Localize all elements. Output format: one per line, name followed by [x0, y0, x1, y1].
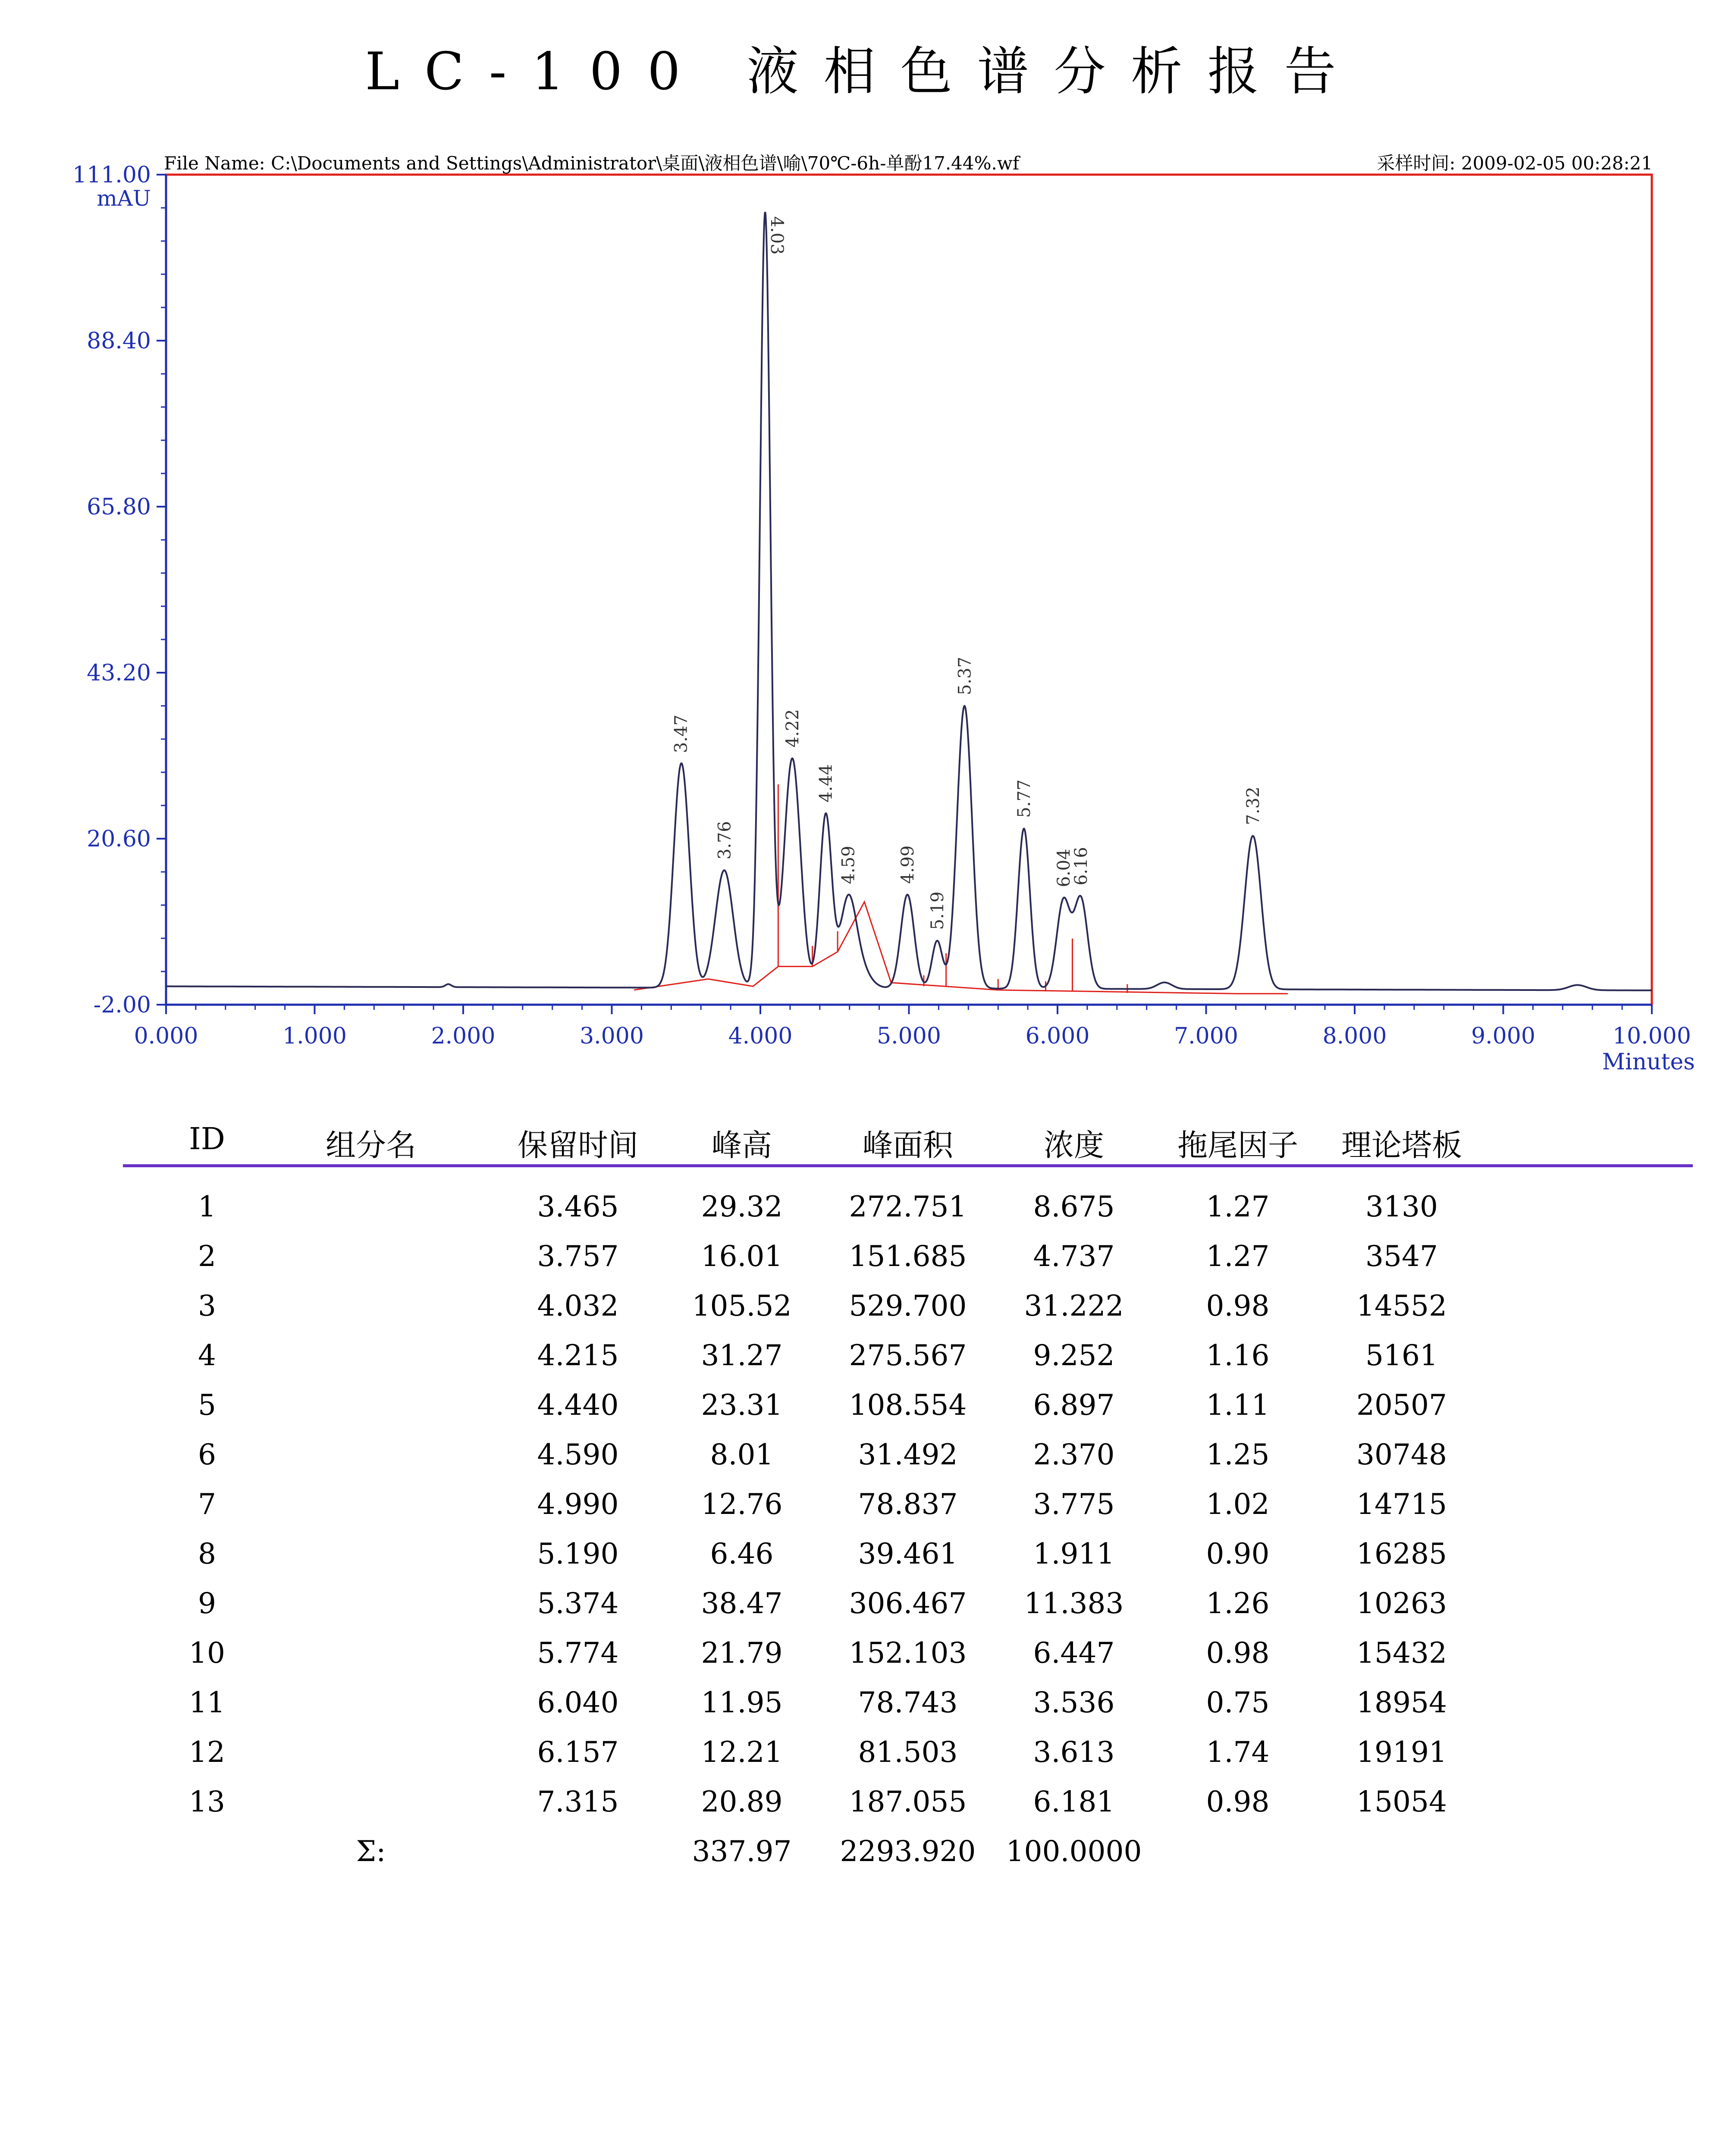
y-tick-label: 65.80 — [87, 494, 151, 520]
table-cell: 38.47 — [701, 1587, 783, 1620]
table-cell: 0.98 — [1206, 1289, 1270, 1322]
table-cell: 23.31 — [701, 1388, 783, 1422]
table-cell: 152.103 — [849, 1636, 967, 1670]
table-cell: 1.27 — [1206, 1240, 1270, 1273]
y-axis-unit: mAU — [97, 186, 151, 211]
table-cell: 1.16 — [1206, 1339, 1270, 1372]
y-tick-label: -2.00 — [93, 992, 151, 1018]
table-cell: 529.700 — [849, 1289, 967, 1322]
report-title: LC-100 液相色谱分析报告 — [365, 42, 1361, 102]
table-cell: 1.27 — [1206, 1190, 1270, 1223]
peak-label: 3.47 — [671, 714, 691, 753]
table-cell: 0.90 — [1206, 1537, 1270, 1570]
table-cell: 108.554 — [849, 1388, 967, 1422]
table-cell: 3.757 — [537, 1240, 619, 1273]
table-header-cell: 浓度 — [1044, 1128, 1104, 1163]
peak-label: 4.03 — [767, 216, 787, 255]
y-tick-label: 43.20 — [87, 660, 151, 686]
table-cell: 5.774 — [537, 1636, 619, 1670]
table-cell: 14552 — [1356, 1289, 1447, 1322]
peak-label: 6.16 — [1071, 847, 1092, 886]
peak-label: 3.76 — [715, 821, 735, 860]
table-cell: 0.75 — [1206, 1686, 1270, 1719]
table-cell: 151.685 — [849, 1240, 967, 1273]
y-tick-label: 88.40 — [87, 328, 151, 354]
x-tick-label: 5.000 — [877, 1023, 941, 1049]
table-cell: 4 — [198, 1339, 216, 1372]
table-cell: 10 — [189, 1636, 225, 1670]
table-cell: 4.590 — [537, 1438, 619, 1471]
peak-label: 4.59 — [838, 846, 859, 884]
table-cell: 31.222 — [1024, 1289, 1124, 1322]
table-cell: 20507 — [1356, 1388, 1447, 1422]
table-cell: 1.74 — [1206, 1736, 1270, 1769]
peak-label: 5.77 — [1014, 779, 1035, 818]
table-cell: 6.447 — [1033, 1636, 1115, 1670]
table-cell: 187.055 — [849, 1785, 967, 1818]
table-cell: 3130 — [1365, 1190, 1438, 1223]
x-axis-label: Minutes — [1602, 1049, 1695, 1075]
peak-label: 5.19 — [927, 891, 948, 930]
table-sum-cell: 100.0000 — [1006, 1835, 1142, 1868]
table-sum-cell: 2293.920 — [840, 1835, 976, 1868]
table-cell: 6.181 — [1033, 1785, 1115, 1818]
table-cell: 13 — [189, 1785, 225, 1818]
sample-time: 采样时间: 2009-02-05 00:28:21 — [1377, 153, 1653, 174]
table-cell: 1.25 — [1206, 1438, 1270, 1471]
table-cell: 0.98 — [1206, 1636, 1270, 1670]
table-cell: 2.370 — [1033, 1438, 1115, 1471]
table-cell: 11.383 — [1024, 1587, 1124, 1620]
table-cell: 19191 — [1356, 1736, 1447, 1769]
table-cell: 12.21 — [701, 1736, 783, 1769]
table-cell: 3.536 — [1033, 1686, 1115, 1719]
table-header-cell: 峰面积 — [863, 1128, 953, 1163]
table-cell: 7.315 — [537, 1785, 619, 1818]
table-cell: 0.98 — [1206, 1785, 1270, 1818]
x-tick-label: 3.000 — [580, 1023, 644, 1049]
table-cell: 3 — [198, 1289, 216, 1322]
table-cell: 7 — [198, 1488, 216, 1521]
table-cell: 8 — [198, 1537, 216, 1570]
table-cell: 3.465 — [537, 1190, 619, 1223]
table-cell: 15054 — [1356, 1785, 1447, 1818]
peak-label: 7.32 — [1243, 787, 1264, 825]
y-tick-label: 20.60 — [87, 826, 151, 852]
table-cell: 4.215 — [537, 1339, 619, 1372]
table-cell: 6.46 — [710, 1537, 774, 1570]
file-name: File Name: C:\Documents and Settings\Administrator\桌面\液相色谱\喻\70℃-6h-单酚17.44%.wf — [164, 153, 1020, 174]
table-header-cell: 理论塔板 — [1341, 1128, 1462, 1163]
table-header-cell: 峰高 — [712, 1128, 772, 1163]
peak-label: 5.37 — [955, 657, 975, 696]
table-cell: 1.11 — [1206, 1388, 1270, 1422]
table-cell: 30748 — [1356, 1438, 1447, 1471]
x-tick-label: 4.000 — [728, 1023, 793, 1049]
table-cell: 9 — [198, 1587, 216, 1620]
table-sum-cell: 337.97 — [692, 1835, 792, 1868]
table-cell: 1 — [198, 1190, 216, 1223]
table-cell: 12.76 — [701, 1488, 783, 1521]
table-cell: 29.32 — [701, 1190, 783, 1223]
table-cell: 4.990 — [537, 1488, 619, 1521]
table-cell: 6.040 — [537, 1686, 619, 1719]
x-tick-label: 0.000 — [134, 1023, 198, 1049]
table-cell: 9.252 — [1033, 1339, 1115, 1372]
peak-label: 6.04 — [1054, 849, 1074, 887]
table-cell: 39.461 — [858, 1537, 958, 1570]
table-cell: 8.675 — [1033, 1190, 1115, 1223]
table-cell: 21.79 — [701, 1636, 783, 1670]
x-tick-label: 10.000 — [1613, 1023, 1691, 1049]
table-cell: 18954 — [1356, 1686, 1447, 1719]
table-cell: 2 — [198, 1240, 216, 1273]
table-cell: 4.737 — [1033, 1240, 1115, 1273]
table-cell: 11.95 — [701, 1686, 783, 1719]
table-cell: 81.503 — [858, 1736, 958, 1769]
table-cell: 1.26 — [1206, 1587, 1270, 1620]
table-cell: 78.743 — [858, 1686, 958, 1719]
table-cell: 306.467 — [849, 1587, 967, 1620]
table-cell: 3.613 — [1033, 1736, 1115, 1769]
table-cell: 6 — [198, 1438, 216, 1471]
table-cell: 6.157 — [537, 1736, 619, 1769]
table-cell: 78.837 — [858, 1488, 958, 1521]
table-cell: 105.52 — [692, 1289, 792, 1322]
table-cell: 16285 — [1356, 1537, 1447, 1570]
table-cell: 4.440 — [537, 1388, 619, 1422]
table-cell: 275.567 — [849, 1339, 967, 1372]
table-cell: 272.751 — [849, 1190, 967, 1223]
table-cell: 1.911 — [1033, 1537, 1115, 1570]
table-header-cell: 组分名 — [326, 1128, 416, 1163]
table-cell: 8.01 — [710, 1438, 774, 1471]
peak-label: 4.22 — [783, 709, 803, 748]
table-cell: 14715 — [1356, 1488, 1447, 1521]
table-cell: 4.032 — [537, 1289, 619, 1322]
x-tick-label: 8.000 — [1322, 1023, 1387, 1049]
x-tick-label: 7.000 — [1174, 1023, 1238, 1049]
x-tick-label: 6.000 — [1025, 1023, 1090, 1049]
table-cell: 5.374 — [537, 1587, 619, 1620]
table-cell: 5.190 — [537, 1537, 619, 1570]
table-cell: 10263 — [1356, 1587, 1447, 1620]
x-tick-label: 9.000 — [1471, 1023, 1535, 1049]
table-cell: 1.02 — [1206, 1488, 1270, 1521]
table-cell: 20.89 — [701, 1785, 783, 1818]
peak-label: 4.44 — [816, 764, 836, 803]
table-cell: 15432 — [1356, 1636, 1447, 1670]
peak-label: 4.99 — [898, 845, 918, 884]
table-header-cell: ID — [189, 1121, 225, 1156]
table-cell: 5161 — [1365, 1339, 1438, 1372]
table-sum-cell: Σ: — [356, 1835, 386, 1868]
table-cell: 5 — [198, 1388, 216, 1422]
table-header-cell: 保留时间 — [518, 1128, 638, 1163]
table-cell: 16.01 — [701, 1240, 783, 1273]
x-tick-label: 2.000 — [431, 1023, 496, 1049]
table-header-cell: 拖尾因子 — [1177, 1128, 1298, 1163]
table-cell: 12 — [189, 1736, 225, 1769]
x-tick-label: 1.000 — [282, 1023, 347, 1049]
table-cell: 3.775 — [1033, 1488, 1115, 1521]
y-tick-label: 111.00 — [72, 162, 151, 188]
table-cell: 6.897 — [1033, 1388, 1115, 1422]
table-cell: 11 — [189, 1686, 225, 1719]
table-cell: 31.27 — [701, 1339, 783, 1372]
table-header-rule — [123, 1164, 1693, 1167]
table-cell: 31.492 — [858, 1438, 958, 1471]
table-cell: 3547 — [1365, 1240, 1438, 1273]
